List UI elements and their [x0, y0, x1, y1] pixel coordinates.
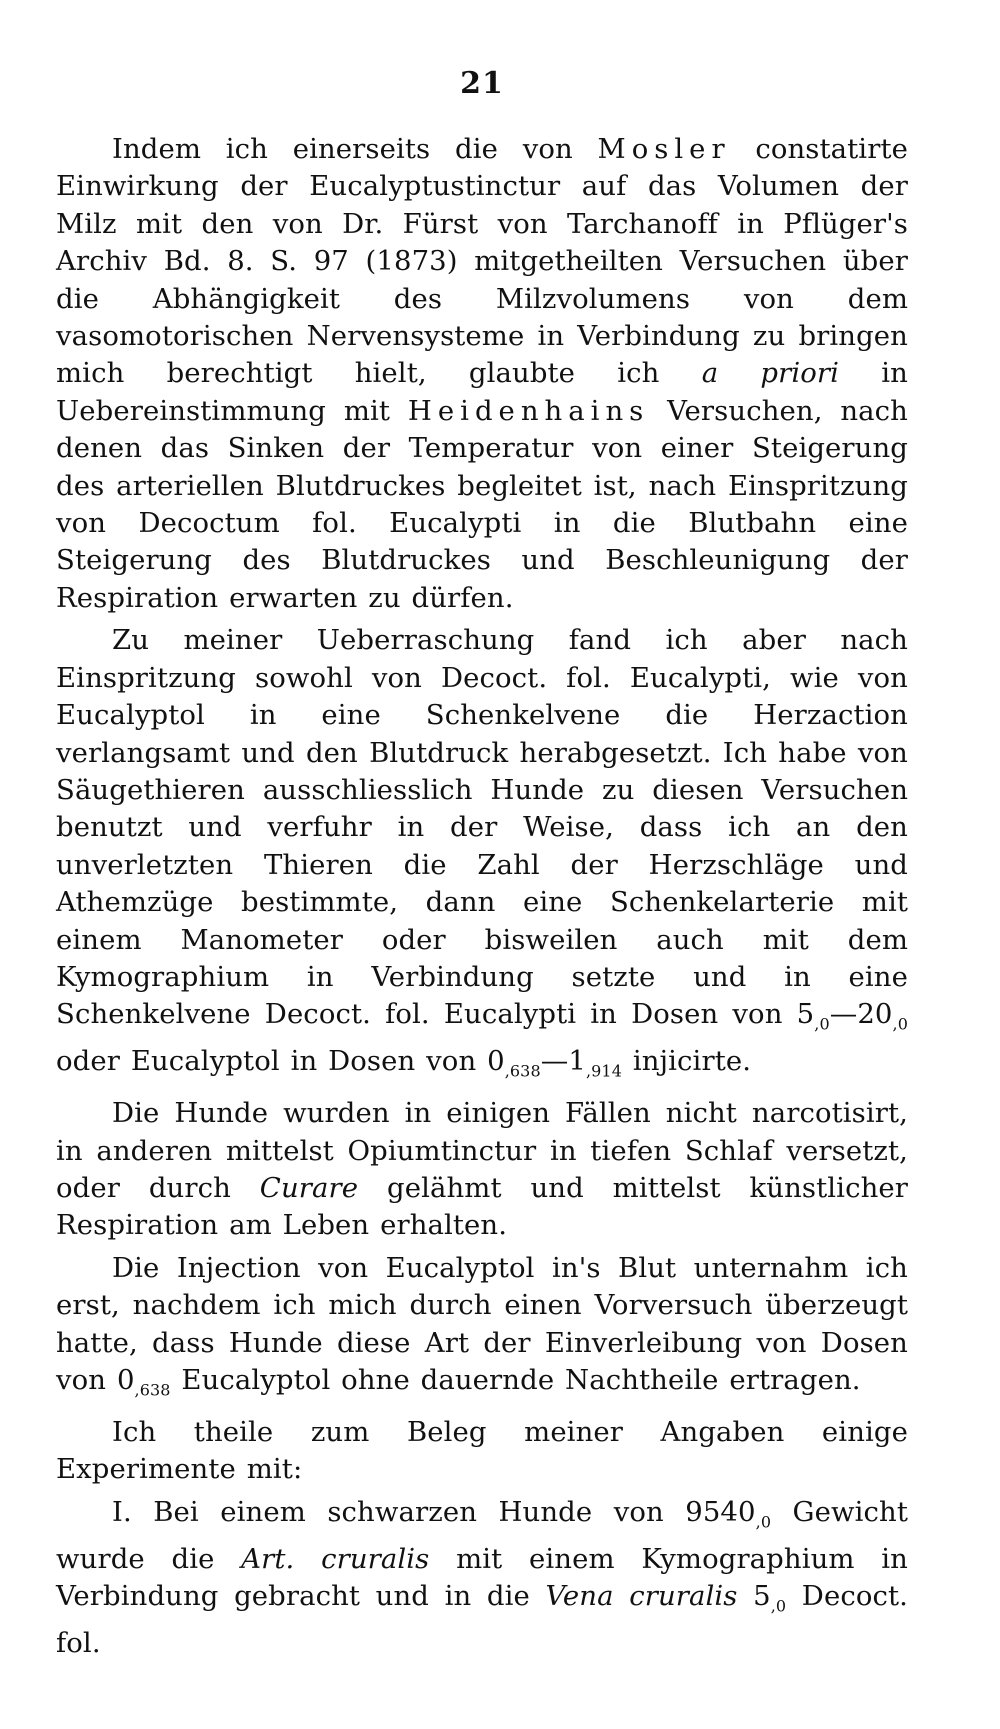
text-run: mit einem Kymographium in Verbindung gebracht und in die [56, 1542, 908, 1613]
paragraph [56, 1414, 908, 1489]
paragraph [56, 1250, 908, 1409]
subscript-text: ,0 [755, 1512, 772, 1532]
paragraph [56, 622, 908, 1090]
spaced-name: Heidenhains [407, 394, 650, 427]
text-run: oder Eucalyptol in Dosen von 0 [56, 1045, 505, 1078]
paragraph [56, 1095, 908, 1245]
subscript-text: ,0 [814, 1014, 830, 1034]
text-run: constatirte Einwirkung der Eucalyptustinctur auf das Volumen der Milz mit den von Dr. Fürst von Tarchanoff in Pflüger's Archiv Bd. 8. S. 97 (1873) mitgetheilten Versuchen über die Abhängigkeit des Milzvolumens von dem vasomotorischen Nervensysteme in Verbindung zu bringen mich berechtigt hielt, glaubte ich [56, 133, 908, 390]
text-run: —20 [829, 998, 893, 1031]
italic-text: Art. cruralis [241, 1542, 430, 1575]
text-run: in Uebereinstimmung mit [56, 357, 908, 427]
text-run: gelähmt und mittelst künstlicher Respiration am Leben erhalten. [56, 1171, 908, 1242]
subscript-text: ,914 [585, 1061, 622, 1081]
text-run: —1 [540, 1045, 586, 1078]
text-run: Gewicht wurde die [56, 1495, 908, 1575]
text-run: Versuchen, nach denen das Sinken der Temperatur von einer Steigerung des arteriellen Blutdruckes begleitet ist, nach Einspritzung von Decoctum fol. Eucalypti in die Blutbahn eine Steigerung des Blutdruckes und Beschleunigung der Respiration erwarten zu dürfen. [56, 394, 908, 614]
italic-text: Vena cruralis [545, 1580, 738, 1613]
italic-text: Curare [259, 1171, 359, 1204]
text-run: Indem ich einerseits die von [112, 133, 598, 165]
page-number: 21 [460, 66, 504, 101]
paragraph [56, 131, 908, 617]
text-run: I. Bei einem schwarzen Hunde von 9540 [112, 1495, 756, 1528]
subscript-text: ,0 [892, 1014, 908, 1034]
text-run: Decoct. fol. [56, 1580, 908, 1659]
text-run: 5 [737, 1580, 771, 1613]
text-run: Eucalyptol ohne dauernde Nachtheile ertragen. [170, 1364, 861, 1396]
paragraph [56, 1494, 908, 1663]
subscript-text: ,0 [770, 1596, 787, 1616]
text-run: Zu meiner Ueberraschung fand ich aber nach Einspritzung sowohl von Decoct. fol. Eucalypti, wie von Eucalyptol in eine Schenkelvene die Herzaction verlangsamt und den Blutdruck herabgesetzt. Ich habe von Säugethieren ausschliesslich Hunde zu diesen Versuchen benutzt und verfuhr in der Weise, dass ich an den unverletzten Thieren die Zahl der Herzschläge und Athemzüge bestimmte, dann eine Schenkelarterie mit einem Manometer oder bisweilen auch mit dem Kymographium in Verbindung setzte und in eine Schenkelvene Decoct. fol. Eucalypti in Dosen von [56, 624, 908, 1031]
body-text [56, 131, 908, 1662]
text-run: Ich theile zum Beleg meiner Angaben einige Experimente mit: [56, 1415, 908, 1486]
italic-text: a priori [701, 357, 840, 390]
text-run: Die Injection von Eucalyptol in's Blut unternahm ich erst, nachdem ich mich durch einen Vorversuch überzeugt hatte, dass Hunde diese Art der Einverleibung von Dosen von 0 [56, 1251, 908, 1396]
text-run: 5 [796, 998, 815, 1031]
subscript-text: ,638 [134, 1380, 171, 1400]
text-run: injicirte. [621, 1045, 752, 1078]
spaced-name: Mosler [597, 133, 731, 165]
subscript-text: ,638 [504, 1061, 541, 1081]
text-run: Die Hunde wurden in einigen Fällen nicht narcotisirt, in anderen mittelst Opiumtinctur in tiefen Schlaf versetzt, oder durch [56, 1097, 908, 1204]
document-page [56, 66, 908, 1667]
